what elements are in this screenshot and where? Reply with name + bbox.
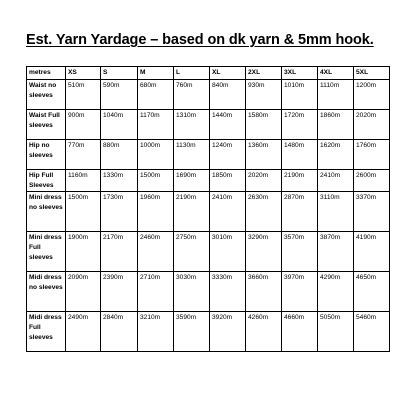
yardage-cell: 2710m — [138, 272, 174, 312]
yardage-cell: 2630m — [246, 192, 282, 232]
yardage-cell: 1200m — [354, 80, 390, 110]
yardage-cell: 3590m — [174, 312, 210, 352]
table-row — [27, 170, 390, 192]
yardage-cell: 5460m — [354, 312, 390, 352]
yardage-cell: 1620m — [318, 140, 354, 170]
yardage-cell: 3920m — [210, 312, 246, 352]
table-header-row — [27, 67, 390, 80]
yardage-cell: 1860m — [318, 110, 354, 140]
yardage-cell: 2090m — [66, 272, 101, 312]
yardage-cell: 1310m — [174, 110, 210, 140]
yardage-cell: 1240m — [210, 140, 246, 170]
yardage-cell: 2460m — [138, 232, 174, 272]
yardage-cell: 3330m — [210, 272, 246, 312]
table-row — [27, 192, 390, 232]
yardage-cell: 2840m — [101, 312, 138, 352]
table-row — [27, 110, 390, 140]
yardage-cell: 4290m — [318, 272, 354, 312]
yardage-cell: 1480m — [282, 140, 318, 170]
yardage-cell: 1000m — [138, 140, 174, 170]
yardage-cell: 2020m — [246, 170, 282, 192]
header-cell-size: 4XL — [318, 67, 354, 80]
yardage-cell: 1900m — [66, 232, 101, 272]
row-label: Waist Full sleeves — [27, 110, 66, 140]
yardage-cell: 3370m — [354, 192, 390, 232]
header-cell-size: M — [138, 67, 174, 80]
yardage-cell: 1720m — [282, 110, 318, 140]
yardage-cell: 1500m — [66, 192, 101, 232]
header-cell-size: XL — [210, 67, 246, 80]
table-row — [27, 140, 390, 170]
yardage-cell: 3030m — [174, 272, 210, 312]
yardage-cell: 840m — [210, 80, 246, 110]
yardage-cell: 3210m — [138, 312, 174, 352]
yardage-cell: 3290m — [246, 232, 282, 272]
yardage-cell: 2190m — [282, 170, 318, 192]
yardage-cell: 4190m — [354, 232, 390, 272]
yardage-cell: 1330m — [101, 170, 138, 192]
row-label: Midi dress Full sleeves — [27, 312, 66, 352]
table-row — [27, 232, 390, 272]
yardage-cell: 1160m — [66, 170, 101, 192]
header-cell-size: 3XL — [282, 67, 318, 80]
yardage-cell: 2750m — [174, 232, 210, 272]
yardage-cell: 5050m — [318, 312, 354, 352]
table-row — [27, 80, 390, 110]
yardage-table — [26, 66, 390, 352]
yardage-cell: 1730m — [101, 192, 138, 232]
row-label: Midi dress no sleeves — [27, 272, 66, 312]
yardage-cell: 2190m — [174, 192, 210, 232]
header-cell-size: L — [174, 67, 210, 80]
header-cell-unit: metres — [27, 67, 66, 80]
yardage-cell: 4260m — [246, 312, 282, 352]
yardage-cell: 2170m — [101, 232, 138, 272]
yardage-cell: 1170m — [138, 110, 174, 140]
table-body — [27, 67, 390, 352]
yardage-cell: 930m — [246, 80, 282, 110]
yardage-cell: 1690m — [174, 170, 210, 192]
header-cell-size: S — [101, 67, 138, 80]
yardage-cell: 3970m — [282, 272, 318, 312]
yardage-cell: 3110m — [318, 192, 354, 232]
yardage-cell: 1360m — [246, 140, 282, 170]
row-label: Mini dress Full sleeves — [27, 232, 66, 272]
header-cell-size: 5XL — [354, 67, 390, 80]
yardage-cell: 3010m — [210, 232, 246, 272]
yardage-cell: 2410m — [210, 192, 246, 232]
yardage-cell: 2390m — [101, 272, 138, 312]
yardage-cell: 1130m — [174, 140, 210, 170]
yardage-cell: 4650m — [354, 272, 390, 312]
yardage-cell: 1440m — [210, 110, 246, 140]
yardage-cell: 2020m — [354, 110, 390, 140]
header-cell-size: 2XL — [246, 67, 282, 80]
header-cell-size: XS — [66, 67, 101, 80]
yardage-cell: 510m — [66, 80, 101, 110]
yardage-cell: 680m — [138, 80, 174, 110]
yardage-cell: 1500m — [138, 170, 174, 192]
row-label: Hip Full Sleeves — [27, 170, 66, 192]
yardage-cell: 590m — [101, 80, 138, 110]
yardage-cell: 1010m — [282, 80, 318, 110]
yardage-cell: 3870m — [318, 232, 354, 272]
row-label: Waist no sleeves — [27, 80, 66, 110]
yardage-cell: 770m — [66, 140, 101, 170]
yardage-cell: 760m — [174, 80, 210, 110]
yardage-cell: 2600m — [354, 170, 390, 192]
table-row — [27, 312, 390, 352]
page-title: Est. Yarn Yardage – based on dk yarn & 5mm hook. — [26, 32, 374, 48]
yardage-cell: 2490m — [66, 312, 101, 352]
yardage-cell: 1040m — [101, 110, 138, 140]
yardage-cell: 3660m — [246, 272, 282, 312]
yardage-cell: 3570m — [282, 232, 318, 272]
yardage-cell: 2410m — [318, 170, 354, 192]
row-label: Hip no sleeves — [27, 140, 66, 170]
yardage-cell: 1760m — [354, 140, 390, 170]
yardage-cell: 1580m — [246, 110, 282, 140]
table-row — [27, 272, 390, 312]
yardage-cell: 2870m — [282, 192, 318, 232]
yardage-cell: 1960m — [138, 192, 174, 232]
yardage-cell: 4660m — [282, 312, 318, 352]
yardage-cell: 900m — [66, 110, 101, 140]
yardage-cell: 1110m — [318, 80, 354, 110]
row-label: Mini dress no sleeves — [27, 192, 66, 232]
yardage-cell: 1850m — [210, 170, 246, 192]
yardage-cell: 880m — [101, 140, 138, 170]
